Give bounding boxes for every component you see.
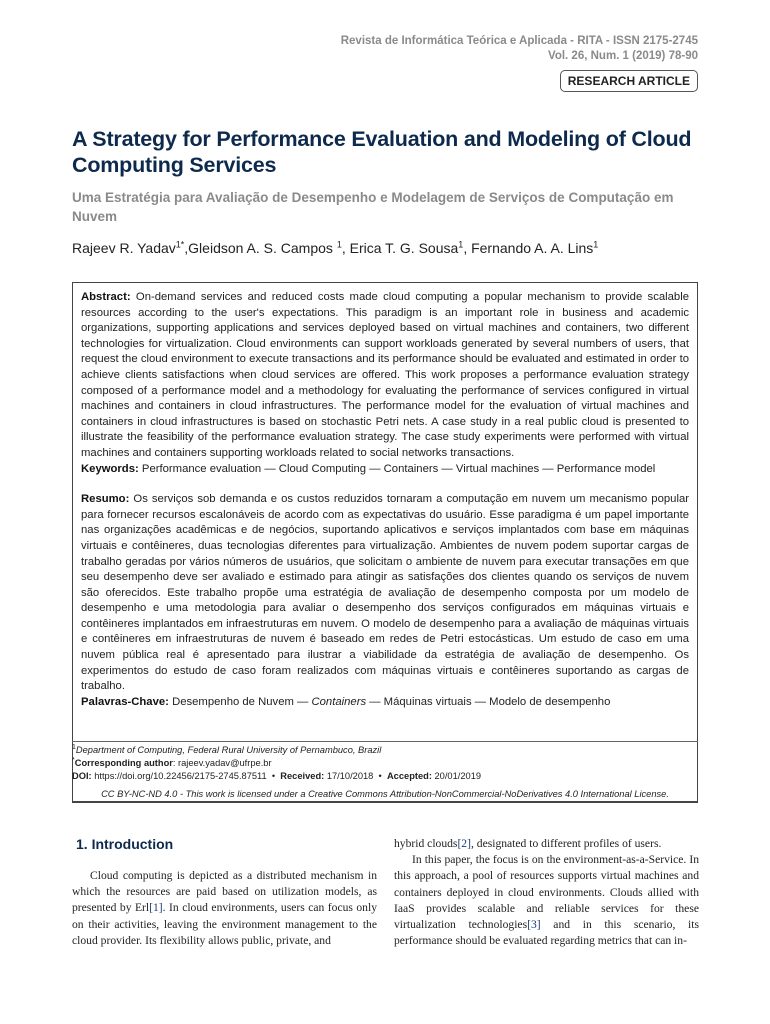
doi-link[interactable]: https://doi.org/10.22456/2175-2745.87511 <box>91 771 267 781</box>
bullet-separator: • <box>378 771 382 781</box>
paragraph-text: . In cloud environments, users can focus only on their activities, leaving the environment management to the cloud provider. Its flexibility allows public, private, and <box>72 901 377 947</box>
keywords-label: Keywords: <box>81 462 139 475</box>
resumo-text: Os serviços sob demanda e os custos reduzidos tornaram a computação em nuvem um mecanismo popular para fornecer recursos escalonáveis de acordo com as expectativas do usuário. Esse paradigma é um papel importante nas organizações acadêmicas e de negócios, suportando aplicativos e serviços implantados com base em máquinas virtuais e contêineres, duas tecnologias diferentes para virtualização. Ambientes de nuvem podem suportar cargas de trabalho geradas por vários números de usuários, que solicitam o ambiente de nuvem para executar transações em que seu desempenho deve ser avaliado e estimado para atingir as satisfações dos clientes quando os serviços de nuvem são oferecidos. Este trabalho propõe uma estratégia de avaliação de desempenho composta por um modelo de desempenho e uma metodologia para avaliar o desempenho dos serviços configurados em máquinas virtuais e contêineres implantados em infraestruturas em nuvem. O modelo de desempenho para a avaliação de máquinas virtuais e contêineres em infraestruturas de nuvem é baseado em redes de Petri estocásticas. Um estudo de caso em uma nuvem pública real é apresentado para ilustrar a viabilidade da estratégia de avaliação de desempenho. Os experimentos do estudo de caso foram realizados com máquinas virtuais e contêineres suportando as cargas de trabalho. <box>81 493 689 693</box>
corresponding-email[interactable]: : rajeev.yadav@ufrpe.br <box>172 758 272 768</box>
paper-title: A Strategy for Performance Evaluation and Modeling of Cloud Computing Services <box>72 127 692 177</box>
corresponding-author-line <box>72 757 698 770</box>
article-type-badge: RESEARCH ARTICLE <box>560 70 698 92</box>
body-column-right <box>394 836 699 949</box>
received-label: Received: <box>280 771 325 781</box>
author-name: Erica T. G. Sousa <box>349 240 459 256</box>
author-name: Gleidson A. S. Campos <box>188 240 337 256</box>
palavras-chave-text: Desempenho de Nuvem — <box>172 695 312 708</box>
body-column-left <box>72 836 377 949</box>
author-name: Fernando A. A. Lins <box>471 240 594 256</box>
license-divider <box>72 802 698 803</box>
citation-link[interactable]: [1] <box>149 901 163 915</box>
paper-subtitle: Uma Estratégia para Avaliação de Desempenho e Modelagem de Serviços de Computação em Nuvem <box>72 190 674 224</box>
section-title-introduction: 1. Introduction <box>76 836 174 852</box>
resumo-paragraph <box>81 492 689 695</box>
paragraph-text: and in this scenario, its performance should be evaluated regarding metrics that can in- <box>394 918 699 948</box>
article-metadata <box>72 744 698 783</box>
license-notice[interactable]: CC BY-NC-ND 4.0 - This work is licensed under a Creative Commons Attribution-NonCommercial-NoDerivatives 4.0 International License. <box>101 789 669 799</box>
author-affiliation-mark: 1* <box>175 239 185 250</box>
body-paragraph <box>394 852 699 949</box>
doi-dates-line <box>72 770 698 783</box>
author-affiliation-mark: 1 <box>458 239 464 250</box>
abstract-label: Abstract: <box>81 291 131 303</box>
corresponding-label: Corresponding author <box>74 758 173 768</box>
author-separator: , <box>341 240 350 256</box>
affiliation-line <box>72 744 698 757</box>
citation-link[interactable]: [2] <box>457 837 471 850</box>
author-separator: , <box>184 240 189 256</box>
author-name: Rajeev R. Yadav <box>72 240 176 256</box>
palavras-chave-paragraph <box>81 695 689 711</box>
abstract-paragraph <box>81 290 689 462</box>
palavras-chave-label: Palavras-Chave: <box>81 695 169 708</box>
body-paragraph <box>72 868 377 949</box>
corresponding-mark: * <box>72 756 75 764</box>
accepted-label: Accepted: <box>386 771 432 781</box>
resumo-label: Resumo: <box>81 493 130 506</box>
journal-volume: Vol. 26, Num. 1 (2019) 78-90 <box>548 50 698 62</box>
journal-name: Revista de Informática Teórica e Aplicada - RITA - ISSN 2175-2745 <box>340 35 698 47</box>
author-separator: , <box>463 240 472 256</box>
author-affiliation-mark: 1 <box>593 239 599 250</box>
keywords-paragraph <box>81 462 689 478</box>
affiliation-text: Department of Computing, Federal Rural University of Pernambuco, Brazil <box>75 745 382 755</box>
bullet-separator: • <box>271 771 276 781</box>
paragraph-text: Cloud computing is depicted as a distributed mechanism in which the resources are paid based on utilization models, as presented by Erl <box>72 869 377 915</box>
author-affiliation-mark: 1 <box>336 239 342 250</box>
abstract-text: On-demand services and reduced costs made cloud computing a popular mechanism to provide scalable resources according to the user's expectations. This paradigm is an important role in business and academic organizations, supporting applications and services deployed based on virtual machines and containers, two different technologies for virtualization. Cloud environments can support workloads generated by several numbers of users, that request the cloud environment to execute transactions and its performance should be evaluated and estimated in order to achieve clients satisfactions when cloud services are offered. This work proposes a performance evaluation strategy composed of a performance model and a methodology for evaluating the performance of services configured in virtual machines and containers in cloud infrastructures. The performance model for the evaluation of virtual machines and containers in cloud infrastructures is based on stochastic Petri nets. A case study in a real public cloud is presented to illustrate the feasibility of the performance evaluation strategy. The case study experiments were performed with virtual machines and containers supporting workloads related to social networks transactions. <box>81 291 690 459</box>
citation-link[interactable]: [3] <box>527 918 541 932</box>
paragraph-text: hybrid clouds <box>394 837 458 850</box>
paragraph-text: In this paper, the focus is on the environment-as-a-Service. In this approach, a pool of resources supports virtual machines and containers deployed in cloud environments. Clouds allied with IaaS provides scalable and reliable services for these virtualization technologies <box>394 853 699 932</box>
palavras-chave-italic: Containers <box>311 695 367 708</box>
accepted-date: 20/01/2019 <box>431 771 482 781</box>
received-date: 17/10/2018 <box>324 771 374 781</box>
author-list <box>72 239 712 257</box>
body-paragraph <box>394 836 699 852</box>
meta-divider <box>72 741 698 742</box>
affiliation-mark: 1 <box>72 743 76 751</box>
palavras-chave-text-end: — Máquinas virtuais — Modelo de desempenho <box>366 695 611 708</box>
keywords-text: Performance evaluation — Cloud Computing — Containers — Virtual machines — Performance model <box>141 462 656 475</box>
abstract-box <box>72 282 698 802</box>
journal-header <box>341 34 698 64</box>
paragraph-text: , designated to different profiles of users. <box>470 837 662 850</box>
doi-label: DOI: <box>72 771 92 781</box>
